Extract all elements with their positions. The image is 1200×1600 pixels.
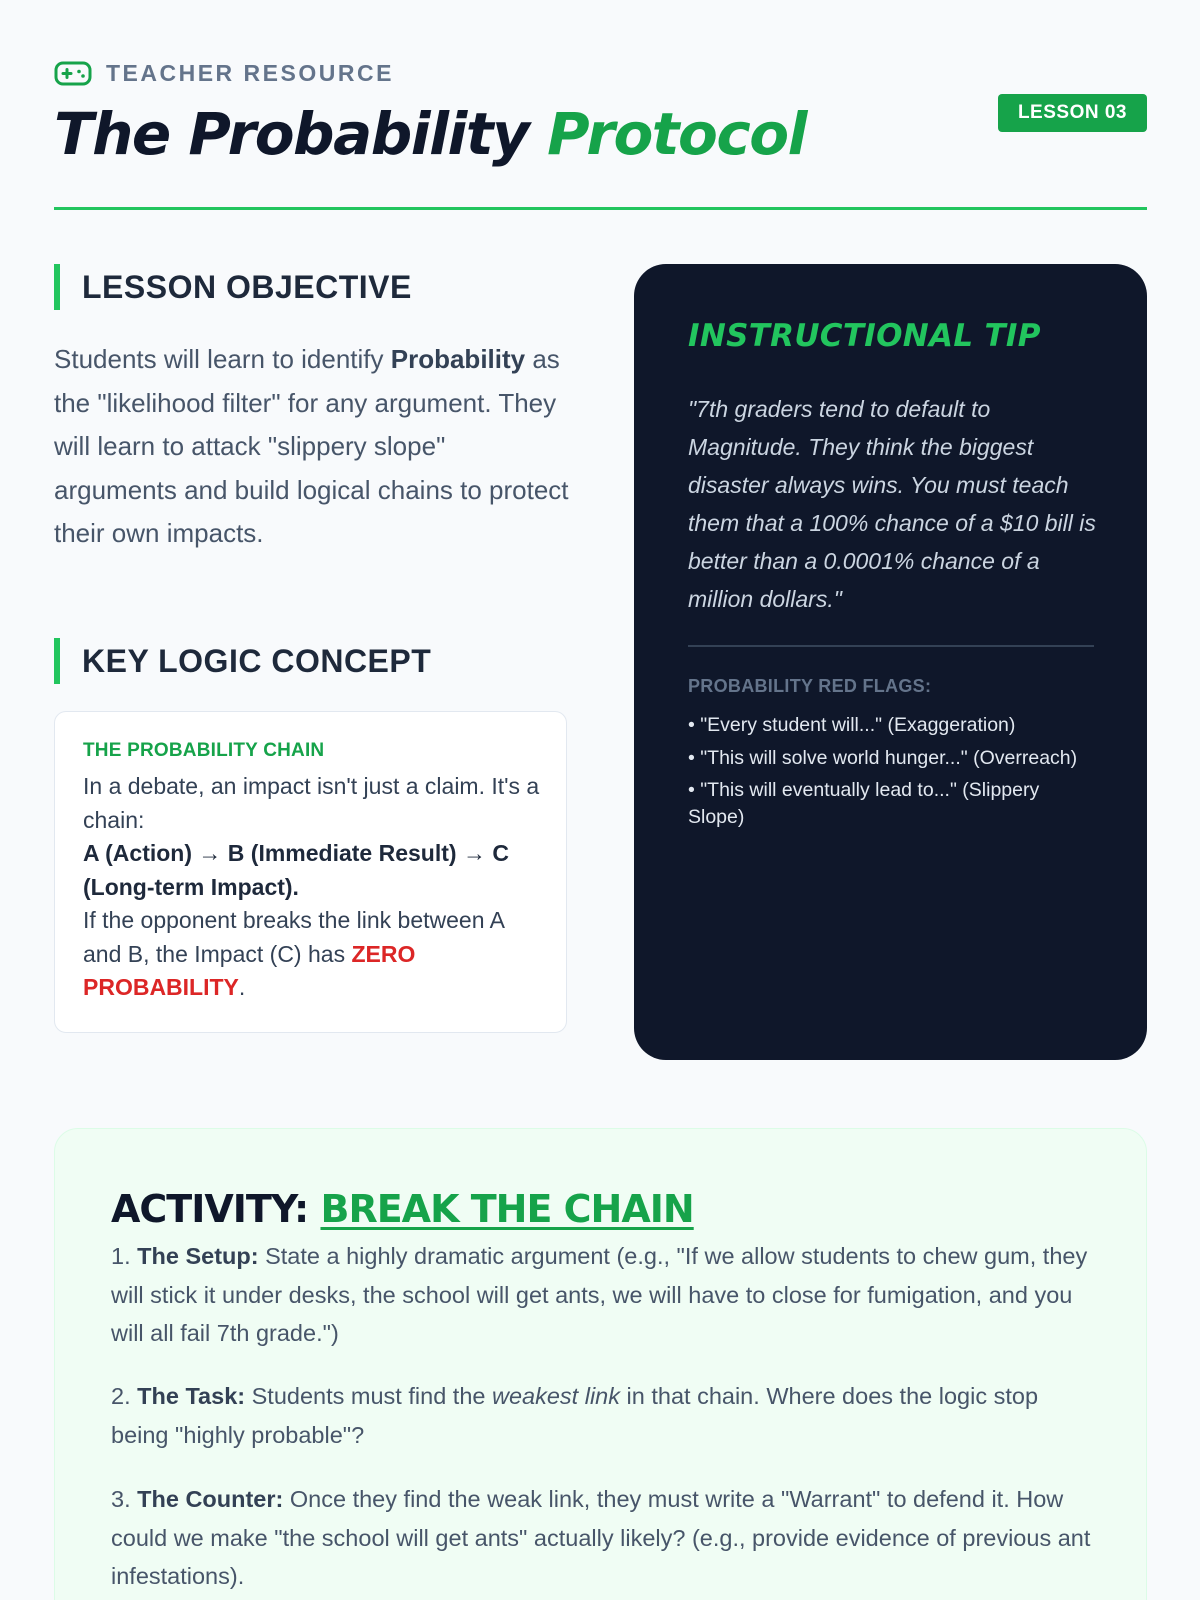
tip-quote: "7th graders tend to default to Magnitude. They think the biggest disaster always wins. You must teach them that a 100% chance of a $10 bill is better than a 0.0001% chance of a million dollars." [688, 396, 1096, 612]
concept-outro-before: If the opponent breaks the link between A and B, the Impact (C) has [83, 907, 504, 967]
list-item: • "This will solve world hunger..." (Overreach) [688, 746, 1078, 769]
step-number: 1. [111, 1243, 131, 1269]
gamepad-icon [54, 59, 92, 87]
objective-heading-text: LESSON OBJECTIVE [82, 268, 412, 305]
activity-step-3 [111, 1480, 1101, 1596]
objective-text-before: Students will learn to identify [54, 344, 384, 374]
title-accent: Protocol [547, 100, 806, 168]
activity-title-link: BREAK THE CHAIN [320, 1187, 694, 1231]
eyebrow [54, 58, 394, 88]
activity-card [54, 1128, 1147, 1600]
activity-step-1 [111, 1237, 1101, 1353]
concept-card [54, 711, 567, 1033]
step-label: The Counter: [137, 1486, 284, 1512]
concept-intro: In a debate, an impact isn't just a claim. It's a chain: [83, 773, 540, 833]
step-text-after: in that chain. Where does the logic stop being "highly probable"? [111, 1383, 1039, 1448]
title-main: The Probability [54, 100, 529, 168]
step-text: State a highly dramatic argument (e.g., "If we allow students to chew gum, they will stick it under desks, the school will get ants, we will have to close for fumigation, and you will all fail 7th grade.") [111, 1243, 1088, 1346]
activity-title [111, 1187, 694, 1231]
objective-text-after: as the "likelihood filter" for any argument. They will learn to attack "slippery slope" arguments and build logical chains to protect their own impacts. [54, 344, 569, 548]
step-number: 2. [111, 1383, 131, 1409]
concept-heading-text: KEY LOGIC CONCEPT [82, 642, 432, 679]
red-flags-label: PROBABILITY RED FLAGS: [688, 676, 932, 696]
objective-text-bold: Probability [390, 344, 526, 374]
instructional-tip-card [634, 264, 1147, 1060]
concept-heading [54, 638, 431, 684]
zero-probability-text: ZERO PROBABILITY [83, 940, 416, 1000]
eyebrow-label: TEACHER RESOURCE [106, 59, 394, 86]
lesson-page [54, 0, 1147, 1600]
activity-step-2 [111, 1377, 1101, 1454]
red-flags-list [688, 712, 1098, 836]
heading-accent-bar [54, 264, 60, 310]
step-label: The Setup: [137, 1243, 259, 1269]
step-text-italic: weakest link [492, 1383, 620, 1409]
step-number: 3. [111, 1486, 131, 1512]
objective-text [54, 338, 574, 556]
page-title [54, 98, 806, 170]
lesson-badge: LESSON 03 [998, 94, 1147, 132]
heading-accent-bar [54, 638, 60, 684]
header-divider [54, 207, 1147, 210]
objective-heading [54, 264, 412, 310]
step-text: Once they find the weak link, they must write a "Warrant" to defend it. How could we make "the school will get ants" actually likely? (e.g., provide evidence of previous ant infestations). [111, 1486, 1091, 1589]
tip-title: INSTRUCTIONAL TIP [688, 318, 1041, 354]
concept-outro-after: . [238, 974, 246, 1000]
concept-card-body [83, 770, 540, 1005]
list-item: • "Every student will..." (Exaggeration) [688, 714, 1016, 736]
list-item: • "This will eventually lead to..." (Slippery Slope) [688, 779, 1040, 828]
activity-title-prefix: ACTIVITY: [111, 1187, 309, 1231]
step-label: The Task: [137, 1383, 246, 1409]
tip-divider [688, 645, 1094, 647]
concept-chain: A (Action) → B (Immediate Result) → C (Long-term Impact). [83, 840, 509, 900]
step-text-before: Students must find the [251, 1383, 486, 1409]
concept-card-label: THE PROBABILITY CHAIN [83, 740, 325, 761]
